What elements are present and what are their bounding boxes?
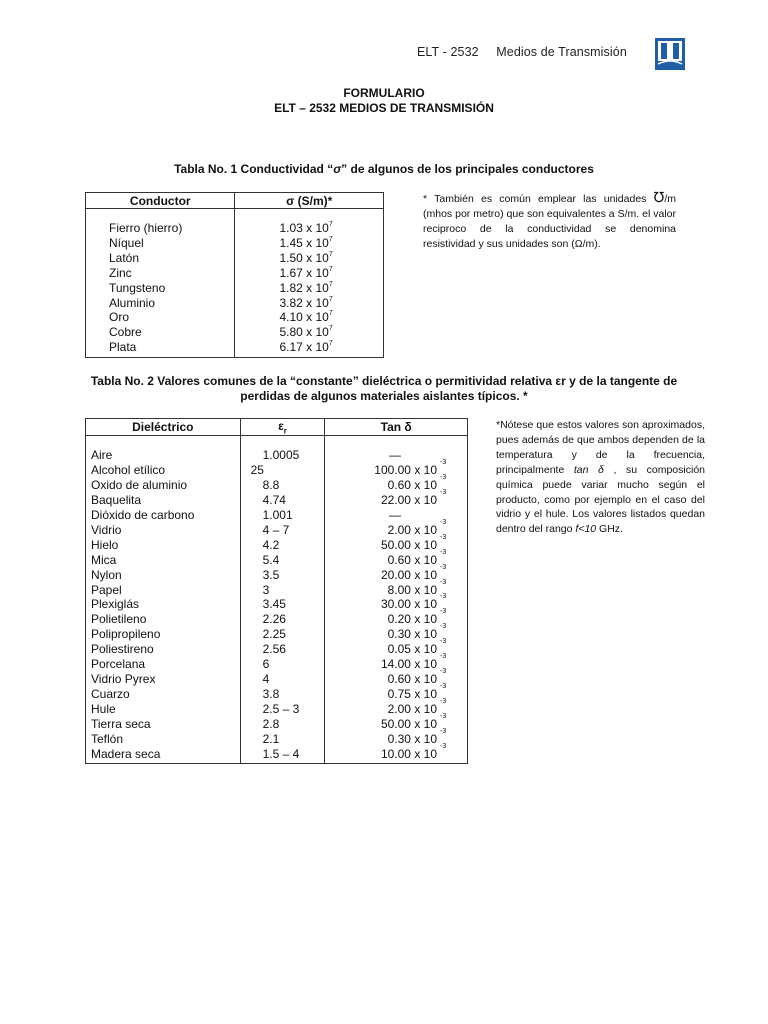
conductivity-value [235, 296, 384, 311]
conductor-name: Plata [86, 340, 235, 357]
permittivity-value: 1.5 – 4 [240, 747, 325, 764]
loss-tangent-mantissa: 0.30 x 10 [387, 731, 437, 746]
mho-symbol: ℧ [653, 189, 665, 205]
loss-tangent-value: 0.20 x 10 -3 [325, 612, 468, 627]
conductivity-exponent: 7 [328, 325, 333, 333]
conductor-name: Latón [86, 251, 235, 266]
table-row [86, 325, 384, 340]
table-row [86, 493, 468, 508]
table-row [86, 612, 468, 627]
permittivity-value: 2.1 [240, 732, 325, 747]
table1-caption [0, 162, 768, 176]
loss-tangent-value: 50.00 x 10 -3 [325, 717, 468, 732]
conductivity-exponent: 7 [328, 265, 333, 273]
dielectric-name: Poliestireno [86, 642, 241, 657]
table-row [86, 221, 384, 236]
conductivity-value [235, 236, 384, 251]
conductivity-mantissa: 1.45 x 10 [279, 235, 329, 250]
conductivity-value [235, 266, 384, 281]
permittivity-value: 2.5 – 3 [240, 702, 325, 717]
loss-tangent-mantissa: 0.60 x 10 [387, 478, 437, 493]
university-shield-logo-icon [655, 38, 685, 70]
dielectric-table [85, 418, 468, 764]
loss-tangent-mantissa: 50.00 x 10 [380, 537, 437, 552]
permittivity-value: 3.8 [240, 687, 325, 702]
loss-tangent-value: 100.00 x 10 -3 [325, 463, 468, 478]
conductivity-mantissa: 3.82 x 10 [279, 295, 329, 310]
permittivity-value: 4 [240, 672, 325, 687]
table1-note-text-start: * También es común emplear las unidades [423, 193, 654, 205]
conductivity-mantissa: 1.03 x 10 [279, 221, 329, 235]
dielectric-name: Baquelita [86, 493, 241, 508]
table-row [86, 266, 384, 281]
table-row [86, 702, 468, 717]
conductivity-mantissa: 1.82 x 10 [279, 280, 329, 295]
loss-tangent-value: 0.05 x 10 -3 [325, 642, 468, 657]
conductor-name: Zinc [86, 266, 235, 281]
table-row [86, 310, 384, 325]
loss-tangent-mantissa: 14.00 x 10 [380, 657, 437, 672]
table-row [86, 508, 468, 523]
conductor-name: Cobre [86, 325, 235, 340]
permittivity-value: 6 [240, 657, 325, 672]
conductivity-mantissa: 1.67 x 10 [279, 265, 329, 280]
permittivity-value: 3.45 [240, 597, 325, 612]
table2-note [496, 418, 705, 537]
conductivity-exponent: 7 [328, 250, 333, 258]
conductivity-exponent: 7 [328, 221, 333, 228]
loss-tangent-value: 2.00 x 10 -3 [325, 702, 468, 717]
table-row [86, 747, 468, 764]
table1-note-text-end: /m (mhos por metro) que son equivalentes a S/m. el valor reciproco de la conductividad se denomina resistividad y sus unidades son (Ω/m). [423, 193, 676, 250]
loss-tangent-value: 20.00 x 10 -3 [325, 568, 468, 583]
column-header-conductor: Conductor [86, 193, 235, 209]
conductivity-value [235, 310, 384, 325]
conductivity-value [235, 281, 384, 296]
table1-caption-prefix: Tabla No. 1 Conductividad “ [174, 162, 334, 176]
table1-note [423, 190, 676, 252]
dielectric-name: Oxido de aluminio [86, 478, 241, 493]
loss-tangent-value: 0.75 x 10 -3 [325, 687, 468, 702]
table-row [86, 687, 468, 702]
permittivity-value: 4.74 [240, 493, 325, 508]
dielectric-name: Vidrio [86, 523, 241, 538]
loss-tangent-mantissa: 0.05 x 10 [387, 642, 437, 657]
dielectric-name: Hule [86, 702, 241, 717]
column-header-loss-tangent: Tan δ [325, 419, 468, 436]
conductivity-mantissa: 6.17 x 10 [279, 340, 329, 355]
conductor-name: Fierro (hierro) [86, 221, 235, 236]
table2-caption-line2: perdidas de algunos materiales aislantes típicos. * [240, 389, 528, 403]
permittivity-value: 1.001 [240, 508, 325, 523]
loss-tangent-mantissa: 0.60 x 10 [387, 671, 437, 686]
dielectric-name: Cuarzo [86, 687, 241, 702]
permittivity-value: 3.5 [240, 568, 325, 583]
conductivity-value [235, 221, 384, 236]
table2-caption-line1: Tabla No. 2 Valores comunes de la “constante” dieléctrica o permitividad relativa εr y de la tangente de [90, 374, 678, 388]
table-row [86, 523, 468, 538]
loss-tangent-value: 14.00 x 10 -3 [325, 657, 468, 672]
loss-tangent-mantissa: 0.30 x 10 [387, 627, 437, 642]
table-row [86, 340, 384, 357]
conductor-name: Níquel [86, 236, 235, 251]
table2-note-part2: , su composición química puede variar mucho según el producto, como por ejemplo en el caso del vidrio y el hule. Los valores listados quedan dentro del rango [496, 463, 705, 536]
loss-tangent-mantissa: 8.00 x 10 [387, 582, 437, 597]
conductivity-value [235, 251, 384, 266]
table2-caption [70, 374, 698, 404]
sigma-symbol: σ [333, 162, 342, 176]
dielectric-name: Teflón [86, 732, 241, 747]
conductivity-mantissa: 4.10 x 10 [279, 310, 329, 325]
table-row [86, 657, 468, 672]
dielectric-name: Madera seca [86, 747, 241, 764]
conductivity-exponent: 7 [328, 310, 333, 318]
table-row [86, 478, 468, 493]
table-row [86, 281, 384, 296]
permittivity-value: 5.4 [240, 553, 325, 568]
dielectric-name: Porcelana [86, 657, 241, 672]
column-header-dielectric: Dieléctrico [86, 419, 241, 436]
dielectric-name: Mica [86, 553, 241, 568]
loss-tangent-mantissa: 0.20 x 10 [387, 612, 437, 627]
conductivity-table [85, 192, 384, 358]
table-row [86, 236, 384, 251]
conductor-name: Oro [86, 310, 235, 325]
permittivity-value: 4.2 [240, 538, 325, 553]
permittivity-value: 3 [240, 583, 325, 598]
permittivity-value: 2.25 [240, 627, 325, 642]
conductivity-value [235, 325, 384, 340]
document-title: FORMULARIO [343, 86, 425, 100]
conductivity-exponent: 7 [328, 235, 333, 243]
table2-note-tan: tan δ [573, 463, 604, 476]
dielectric-name: Hielo [86, 538, 241, 553]
permittivity-value: 2.26 [240, 612, 325, 627]
loss-tangent-mantissa: 50.00 x 10 [380, 716, 437, 731]
table-row [86, 627, 468, 642]
loss-tangent-mantissa: 100.00 x 10 [374, 463, 437, 478]
table-row [86, 448, 468, 463]
permittivity-value: 2.56 [240, 642, 325, 657]
table-row [86, 583, 468, 598]
permittivity-value: 8.8 [240, 478, 325, 493]
permittivity-value: 2.8 [240, 717, 325, 732]
permittivity-value: 4 – 7 [240, 523, 325, 538]
loss-tangent-value: 0.60 x 10 -3 [325, 672, 468, 687]
page-header [417, 45, 627, 59]
dielectric-table-body [86, 436, 468, 764]
conductivity-exponent: 7 [328, 280, 333, 288]
table-row [86, 732, 468, 747]
dielectric-name: Vidrio Pyrex [86, 672, 241, 687]
dielectric-name: Plexiglás [86, 597, 241, 612]
loss-tangent-value: 10.00 x 10 -3 [325, 747, 468, 764]
loss-tangent-mantissa: — [389, 508, 401, 523]
table-row [86, 538, 468, 553]
dielectric-name: Polietileno [86, 612, 241, 627]
table-row [86, 251, 384, 266]
loss-tangent-mantissa: 10.00 x 10 [380, 746, 437, 761]
loss-tangent-mantissa: 30.00 x 10 [380, 597, 437, 612]
loss-tangent-value: 0.60 x 10 -3 [325, 553, 468, 568]
dielectric-name: Nylon [86, 568, 241, 583]
table2-note-part3: GHz. [596, 523, 623, 536]
permittivity-value: 1.0005 [240, 448, 325, 463]
loss-tangent-value: 22.00 x 10 -3 [325, 493, 468, 508]
column-header-sigma: σ (S/m)* [235, 193, 384, 209]
loss-tangent-value: 30.00 x 10 -3 [325, 597, 468, 612]
dielectric-name: Tierra seca [86, 717, 241, 732]
conductivity-value [235, 340, 384, 357]
table-row [86, 597, 468, 612]
loss-tangent-mantissa: 20.00 x 10 [380, 567, 437, 582]
loss-tangent-mantissa: 0.75 x 10 [387, 686, 437, 701]
table-row [86, 717, 468, 732]
table-row [86, 463, 468, 478]
conductivity-mantissa: 1.50 x 10 [279, 250, 329, 265]
table1-caption-suffix: ” de algunos de los principales conductores [341, 162, 594, 176]
loss-tangent-mantissa: 2.00 x 10 [387, 701, 437, 716]
loss-tangent-value: 8.00 x 10 -3 [325, 583, 468, 598]
loss-tangent-value [325, 508, 468, 523]
document-subtitle: ELT – 2532 MEDIOS DE TRANSMISIÓN [274, 101, 494, 115]
conductivity-mantissa: 5.80 x 10 [279, 325, 329, 340]
loss-tangent-value [325, 448, 468, 463]
dielectric-name: Polipropileno [86, 627, 241, 642]
loss-tangent-value: 0.60 x 10 -3 [325, 478, 468, 493]
dielectric-name: Papel [86, 583, 241, 598]
loss-tangent-mantissa: 2.00 x 10 [387, 522, 437, 537]
column-header-permittivity: $\varepsilon_r$ [240, 419, 325, 436]
table-row [86, 672, 468, 687]
dielectric-name: Alcohol etílico [86, 463, 241, 478]
table-row [86, 568, 468, 583]
table2-note-part1: *Nótese que estos valores son aproximados, pues además de que ambos dependen de la temperatura y de la frecuencia, principalmente [496, 419, 705, 476]
table-row [86, 296, 384, 311]
table-row [86, 553, 468, 568]
loss-tangent-mantissa: — [389, 448, 401, 463]
loss-tangent-mantissa: 22.00 x 10 [380, 493, 437, 508]
dielectric-name: Dióxido de carbono [86, 508, 241, 523]
loss-tangent-value: 2.00 x 10 -3 [325, 523, 468, 538]
conductivity-table-body [86, 209, 384, 358]
course-name: Medios de Transmisión [496, 45, 627, 59]
course-code: ELT - 2532 [417, 45, 479, 59]
conductivity-exponent: 7 [328, 340, 333, 348]
loss-tangent-value: 0.30 x 10 -3 [325, 627, 468, 642]
loss-tangent-value: 0.30 x 10 -3 [325, 732, 468, 747]
permittivity-value: 25 [240, 463, 325, 478]
loss-tangent-value: 50.00 x 10 -3 [325, 538, 468, 553]
table2-note-range: f<10 [575, 523, 597, 536]
loss-tangent-mantissa: 0.60 x 10 [387, 552, 437, 567]
conductor-name: Aluminio [86, 296, 235, 311]
dielectric-name: Aire [86, 448, 241, 463]
conductor-name: Tungsteno [86, 281, 235, 296]
table-row [86, 642, 468, 657]
conductivity-exponent: 7 [328, 295, 333, 303]
